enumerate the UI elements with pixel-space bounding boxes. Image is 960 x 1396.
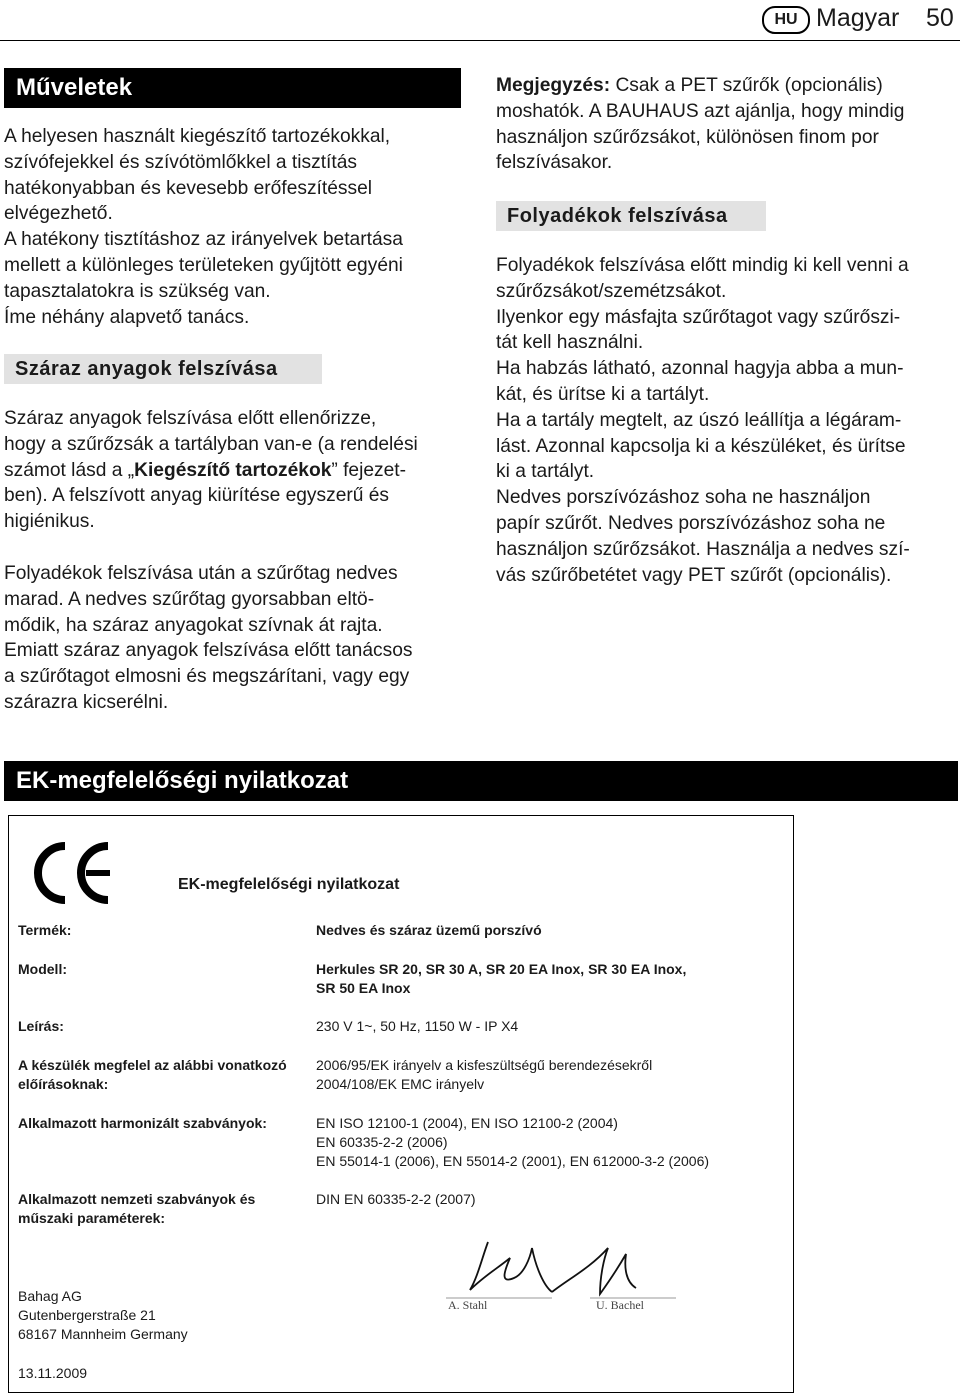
- section-title-bar: Műveletek: [4, 68, 461, 108]
- text-line: Nedves porszívózáshoz soha ne használjon: [496, 487, 871, 509]
- text-line: használjon szűrőzsákot. Használja a nedves szí-: [496, 538, 910, 560]
- intro-paragraph: [4, 124, 462, 330]
- label-product: Termék:: [18, 922, 72, 938]
- value-line: SR 50 EA Inox: [316, 980, 411, 996]
- address-line: Bahag AG: [18, 1288, 82, 1304]
- text-line: használjon szűrőzsákot, különösen finom por: [496, 126, 879, 148]
- note-label: Megjegyzés:: [496, 75, 611, 96]
- text-line: [4, 458, 464, 484]
- declaration-title: EK-megfelelőségi nyilatkozat: [178, 876, 400, 893]
- header-rule: [0, 40, 960, 41]
- address-line: Gutenbergerstraße 21: [18, 1307, 156, 1323]
- dry-materials-heading: Száraz anyagok felszívása: [4, 354, 322, 384]
- value-line: 2004/108/EK EMC irányelv: [316, 1076, 485, 1092]
- ec-section-title-bar: EK-megfelelőségi nyilatkozat: [4, 761, 958, 801]
- value-line: Herkules SR 20, SR 30 A, SR 20 EA Inox, SR 30 EA Inox,: [316, 961, 687, 977]
- text-line: Száraz anyagok felszívása előtt ellenőrizze,: [4, 408, 377, 429]
- language-code-badge: HU: [762, 6, 810, 34]
- text-line: szűrőzsákot/szemétzsákot.: [496, 280, 727, 302]
- text-line: moshatók. A BAUHAUS azt ajánlja, hogy mindig: [496, 100, 905, 122]
- signature-name-2: U. Bachel: [596, 1298, 644, 1312]
- value-harmonised-standards: [316, 1114, 709, 1171]
- liquids-paragraph: [496, 253, 958, 588]
- chapter-reference: Kiegészítő tartozékok: [134, 459, 332, 481]
- label-directives: A készülék megfelel az alábbi vonatkozó előírásoknak:: [18, 1057, 287, 1092]
- text-line: Ha a tartály megtelt, az úszó leállítja a légáram-: [496, 409, 902, 431]
- liquids-heading: Folyadékok felszívása: [496, 201, 766, 231]
- text-line: mellett a különleges területeken gyűjtött egyéni: [4, 254, 403, 276]
- page-number: 50: [926, 4, 954, 32]
- text-line: A hatékony tisztításhoz az irányelvek betartása: [4, 229, 403, 251]
- text-line: a szűrőtagot elmosni és megszárítani, vagy egy: [4, 666, 410, 688]
- text-fragment: számot lásd a „: [4, 459, 135, 481]
- value-description: 230 V 1~, 50 Hz, 1150 W - IP X4: [316, 1018, 519, 1034]
- dry-paragraph-1: [4, 406, 464, 535]
- text-line: hatékonyabban és kevesebb erőfeszítéssel: [4, 177, 373, 199]
- dry-paragraph-2: [4, 561, 464, 716]
- value-line: EN 60335-2-2 (2006): [316, 1134, 448, 1150]
- text-line: Emiatt száraz anyagok felszívása előtt tanácsos: [4, 640, 413, 662]
- text-line: Ilyenkor egy másfajta szűrőtagot vagy szűrőszi-: [496, 306, 901, 328]
- value-national-standards: DIN EN 60335-2-2 (2007): [316, 1191, 476, 1207]
- text-line: Folyadékok felszívása előtt mindig ki kell venni a: [496, 255, 909, 276]
- text-line: hogy a szűrőzsák a tartályban van-e (a rendelési: [4, 433, 418, 455]
- text-line: szárazra kicserélni.: [4, 691, 169, 713]
- text-line: marad. A nedves szűrőtag gyorsabban eltö-: [4, 588, 375, 610]
- value-line: EN 55014-1 (2006), EN 55014-2 (2001), EN 612000-3-2 (2006): [316, 1153, 710, 1169]
- label-description: Leírás:: [18, 1018, 64, 1034]
- text-line: papír szűrőt. Nedves porszívózáshoz soha ne: [496, 512, 886, 534]
- text-line: mődik, ha száraz anyagokat szívnak át rajta.: [4, 614, 383, 636]
- text-line: tát kell használni.: [496, 332, 644, 354]
- note-paragraph: [496, 73, 958, 176]
- value-model: [316, 960, 686, 998]
- text-line: Folyadékok felszívása után a szűrőtag nedves: [4, 563, 398, 584]
- value-directives: [316, 1056, 652, 1094]
- signature-name-1: A. Stahl: [448, 1298, 488, 1312]
- text-line: A helyesen használt kiegészítő tartozékokkal,: [4, 126, 391, 147]
- text-fragment: Csak a PET szűrők (opcionális): [610, 75, 883, 96]
- value-line: 2006/95/EK irányelv a kisfeszültségű berendezésekről: [316, 1057, 653, 1073]
- text-line: lást. Azonnal kapcsolja ki a készüléket, és ürítse: [496, 435, 906, 457]
- text-line: tapasztalatokra is szükség van.: [4, 280, 271, 302]
- text-line: Ha habzás látható, azonnal hagyja abba a mun-: [496, 358, 904, 380]
- company-address: [18, 1287, 188, 1344]
- text-line: higiénikus.: [4, 511, 95, 533]
- text-line: szívófejekkel és szívótömlőkkel a tisztítás: [4, 151, 357, 173]
- text-line: [496, 73, 958, 99]
- address-line: 68167 Mannheim Germany: [18, 1326, 188, 1342]
- language-name: Magyar: [816, 4, 900, 32]
- label-national-standards: Alkalmazott nemzeti szabványok és műszaki paraméterek:: [18, 1191, 256, 1226]
- text-line: ki a tartályt.: [496, 461, 595, 483]
- text-line: elvégezhető.: [4, 203, 113, 225]
- ce-mark-logo: [30, 840, 114, 906]
- label-harmonised-standards: Alkalmazott harmonizált szabványok:: [18, 1115, 267, 1131]
- text-line: vás szűrőbetétet vagy PET szűrőt (opcionális).: [496, 564, 892, 586]
- text-line: ben). A felszívott anyag kiürítése egyszerű és: [4, 485, 390, 507]
- text-line: Íme néhány alapvető tanács.: [4, 306, 250, 328]
- declaration-date: 13.11.2009: [18, 1365, 88, 1381]
- text-line: kát, és ürítse ki a tartályt.: [496, 383, 710, 405]
- text-line: felszívásakor.: [496, 152, 613, 174]
- value-product: Nedves és száraz üzemű porszívó: [316, 922, 542, 938]
- label-model: Modell:: [18, 961, 67, 977]
- value-line: EN ISO 12100-1 (2004), EN ISO 12100-2 (2004): [316, 1115, 618, 1131]
- text-fragment: ” fejezet-: [331, 459, 407, 481]
